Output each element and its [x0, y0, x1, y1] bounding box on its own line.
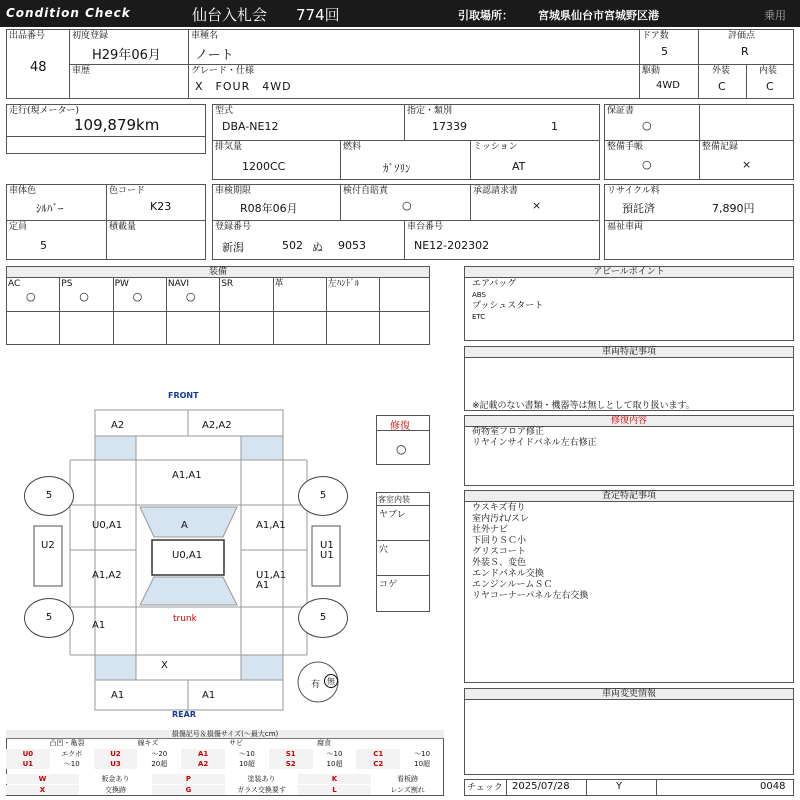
- mark-fr-door: A1,A1: [256, 520, 286, 531]
- lot-no-label: 出品番号: [9, 31, 46, 41]
- warranty-label: 保証書: [607, 106, 635, 116]
- model-label: 型式: [215, 106, 234, 116]
- trunk-label: trunk: [173, 614, 197, 624]
- legend-code: U3: [94, 759, 138, 769]
- legend-desc: 〜10: [414, 750, 431, 758]
- legend-desc: ガラス交換要す: [237, 786, 286, 794]
- appeal-line: プッシュスタート: [472, 301, 544, 311]
- legend-group: 線キズ: [137, 739, 159, 747]
- legend-code: C2: [356, 759, 400, 769]
- assess-line: リヤコーナーパネル左右交換: [472, 591, 589, 601]
- spare-label: 有: [311, 680, 321, 690]
- chassis-label: 車台番号: [407, 222, 444, 232]
- interior-item: ヤブレ: [379, 510, 406, 520]
- check-code: 0048: [760, 781, 786, 792]
- recycle-label: リサイクル料: [607, 186, 660, 196]
- recycle-fee: 7,890円: [712, 202, 755, 215]
- legend-desc: 〜10: [238, 750, 255, 758]
- manual-label: 整備手帳: [607, 142, 644, 152]
- designation-b: 1: [551, 120, 558, 133]
- assess-line: エンジンルームＳＣ: [472, 580, 553, 590]
- color-code: K23: [150, 200, 172, 213]
- fuel: ｶﾞｿﾘﾝ: [383, 162, 411, 175]
- legend-desc: 看板跡: [397, 775, 418, 783]
- legend-code: W: [6, 774, 79, 784]
- check-mark: Y: [616, 781, 623, 792]
- equipment-label: PW: [114, 279, 129, 289]
- rear-label: REAR: [172, 710, 196, 719]
- appeal-header: アピールポイント: [464, 266, 794, 278]
- assess-line: 下回りＳＣ小: [472, 536, 527, 546]
- mark-right-side-b: U1: [320, 550, 334, 561]
- appeal-line: ETC: [472, 313, 486, 321]
- legend-code: U0: [6, 749, 50, 759]
- designation-a: 17339: [432, 120, 467, 133]
- legend-group: サビ: [229, 739, 243, 747]
- legend-desc: エクボ: [61, 750, 83, 758]
- welfare-label: 福祉車両: [607, 222, 644, 232]
- capacity-label: 定員: [9, 222, 28, 232]
- first-reg-label: 初度登録: [72, 31, 109, 41]
- equipment-mark: ○: [185, 290, 196, 303]
- equipment-label: 左ﾊﾝﾄﾞﾙ: [327, 279, 360, 289]
- mark-right-side-a: U1: [320, 540, 334, 551]
- tire-rear-left: 5: [24, 598, 74, 638]
- grade: X FOUR 4WD: [195, 80, 292, 93]
- mark-rear-right: A1: [202, 690, 216, 701]
- tire-rear-right: 5: [298, 598, 348, 638]
- equipment-header: 装備: [6, 266, 430, 278]
- plate-region: 新潟: [222, 241, 244, 254]
- appeal-line: ABS: [472, 291, 486, 299]
- appeal-line: エアバッグ: [472, 279, 517, 289]
- interior-item: 穴: [379, 545, 389, 555]
- plate-number: 9053: [338, 239, 366, 252]
- color-code-label: 色コード: [109, 186, 146, 196]
- legend-code: S1: [269, 749, 313, 759]
- legend-desc: レンズ割れ: [390, 786, 425, 794]
- legend-group: 凸凹・亀裂: [49, 739, 85, 747]
- legend-code: K: [298, 774, 371, 784]
- assess-line: ウスキズ有り: [472, 503, 526, 513]
- legend-code: G: [152, 785, 225, 795]
- legend-code: A2: [181, 759, 225, 769]
- equipment-label: AC: [8, 279, 21, 289]
- rating: R: [741, 45, 749, 58]
- interior-item: コゲ: [379, 580, 398, 590]
- legend-desc: 板金あり: [101, 775, 130, 783]
- equipment-mark: ○: [132, 290, 143, 303]
- mark-windshield: A: [181, 520, 188, 531]
- mark-rr-door-b: A1: [256, 580, 270, 591]
- legend-code: S2: [269, 759, 313, 769]
- pickup-label: 引取場所：: [458, 9, 513, 22]
- grade-label: グレード・仕様: [191, 66, 255, 76]
- mark-rl-quarter: A1: [92, 620, 106, 631]
- recycle-status: 預託済: [622, 202, 655, 215]
- int-label: 内装: [759, 66, 778, 76]
- plate-kana: ぬ: [312, 241, 323, 254]
- check-label: チェック: [467, 783, 503, 793]
- displacement-label: 排気量: [215, 142, 243, 152]
- ext-label: 外装: [712, 66, 731, 76]
- approval-mark: ×: [532, 199, 542, 212]
- inspection: R08年06月: [240, 202, 298, 215]
- legend-desc: 塗装あり: [247, 775, 276, 783]
- repair-line: 荷物室フロア修正: [472, 427, 545, 437]
- equipment-label: NAVI: [167, 279, 190, 289]
- tire-front-right: 5: [298, 476, 348, 516]
- fuel-label: 燃料: [343, 142, 362, 152]
- maint-label: 整備記録: [702, 142, 739, 152]
- mark-left-side: U2: [41, 540, 55, 551]
- auction-count: 774回: [296, 6, 340, 24]
- designation-label: 指定・類別: [407, 106, 453, 116]
- legend-title: 損傷記号＆損傷サイズ(〜最大cm): [6, 730, 444, 739]
- tire-front-left: 5: [24, 476, 74, 516]
- legend-code: C1: [356, 749, 400, 759]
- mark-rear-left: A1: [111, 690, 125, 701]
- mark-front-left: A2: [111, 420, 125, 431]
- mileage: 109,879km: [74, 116, 160, 134]
- special-header: 車両特記事項: [464, 346, 794, 358]
- mark-rl-door: A1,A2: [92, 570, 122, 581]
- pickup-place: 宮城県仙台市宮城野区港: [538, 9, 659, 22]
- first-reg: H29年06月: [92, 48, 161, 63]
- legend-code: P: [152, 774, 225, 784]
- mark-fl-door: U0,A1: [92, 520, 123, 531]
- front-label: FRONT: [168, 391, 199, 400]
- legend-group: 腐食: [317, 739, 331, 747]
- legend-code: U1: [6, 759, 50, 769]
- legend-desc: 交換跡: [105, 786, 126, 794]
- chassis-number: NE12-202302: [414, 239, 490, 252]
- selfsign-mark: ○: [402, 199, 412, 212]
- warranty-mark: ○: [642, 119, 652, 132]
- legend-desc: 10超: [238, 760, 255, 768]
- assess-line: 室内汚れ/スレ: [472, 514, 530, 524]
- legend-code: L: [298, 785, 371, 795]
- mileage-label: 走行(現メーター): [9, 106, 80, 116]
- mark-roof: U0,A1: [172, 550, 203, 561]
- displacement: 1200CC: [242, 160, 286, 173]
- drive-label: 駆動: [642, 66, 661, 76]
- doors-label: ドア数: [642, 31, 669, 41]
- selfsign-label: 検付自賠責: [343, 186, 389, 196]
- legend-desc: 〜20: [151, 750, 168, 758]
- inspection-label: 車検期限: [215, 186, 252, 196]
- mission-label: ミッション: [473, 142, 518, 152]
- repair-content-header: 修復内容: [464, 415, 794, 427]
- approval-label: 承認請求書: [473, 186, 519, 196]
- plate-class: 502: [282, 239, 303, 252]
- mark-front-right: A2,A2: [202, 420, 232, 431]
- assess-line: 外装Ｓ、変色: [472, 558, 527, 568]
- model: DBA-NE12: [222, 120, 279, 133]
- body-color: ｼﾙﾊﾞｰ: [36, 202, 64, 215]
- equipment-label: SR: [221, 279, 234, 289]
- legend-code: U2: [94, 749, 138, 759]
- rating-label: 評価点: [728, 31, 756, 41]
- drive: 4WD: [656, 80, 680, 91]
- lot-no: 48: [30, 60, 47, 75]
- equipment-label: 革: [274, 279, 284, 289]
- mark-hood: A1,A1: [172, 470, 202, 481]
- brand-label: Condition Check: [6, 6, 131, 20]
- doors: 5: [661, 45, 668, 58]
- change-header: 車両変更情報: [464, 688, 794, 700]
- maint-mark: ×: [742, 158, 752, 171]
- int-grade: C: [766, 80, 774, 93]
- legend-desc: 20超: [151, 760, 168, 768]
- spare-mark: 無: [324, 674, 338, 688]
- equipment-mark: ○: [79, 290, 89, 303]
- color-label: 車体色: [9, 186, 37, 196]
- legend-desc: 10超: [414, 760, 431, 768]
- check-date: 2025/07/28: [512, 781, 570, 792]
- car-name-label: 車種名: [191, 31, 219, 41]
- capacity: 5: [40, 239, 47, 252]
- repair-line: リヤインサイドパネル左右修正: [472, 438, 597, 448]
- mark-rr-door: U1,A1: [256, 570, 287, 581]
- ext-grade: C: [718, 80, 726, 93]
- assess-line: グリスコート: [472, 547, 526, 557]
- history-label: 車歴: [72, 66, 91, 76]
- legend-desc: 〜10: [326, 750, 343, 758]
- equipment-mark: ○: [26, 290, 36, 303]
- mission: AT: [512, 160, 526, 173]
- legend-desc: 〜10: [63, 760, 80, 768]
- load-label: 積載量: [109, 222, 137, 232]
- legend-code: X: [6, 785, 79, 795]
- auction-name: 仙台入札会: [192, 6, 268, 24]
- legend-desc: 10超: [326, 760, 343, 768]
- assess-line: 社外ナビ: [472, 525, 509, 535]
- mark-tail: X: [161, 660, 168, 671]
- plate-label: 登録番号: [215, 222, 252, 232]
- interior-title: 客室内装: [378, 495, 410, 504]
- car-name: ノート: [195, 48, 234, 63]
- category-label: 乗用: [764, 9, 786, 22]
- assess-line: エンドパネル交換: [472, 569, 544, 579]
- equipment-label: PS: [61, 279, 73, 289]
- repair-history-label: 修復: [390, 421, 410, 432]
- legend-code: A1: [181, 749, 225, 759]
- assess-header: 査定特記事項: [464, 490, 794, 502]
- repair-history-mark: ○: [396, 442, 407, 456]
- manual-mark: ○: [642, 158, 652, 171]
- special-note: ※記載のない書類・機器等は無しとして取り扱います。: [472, 401, 695, 411]
